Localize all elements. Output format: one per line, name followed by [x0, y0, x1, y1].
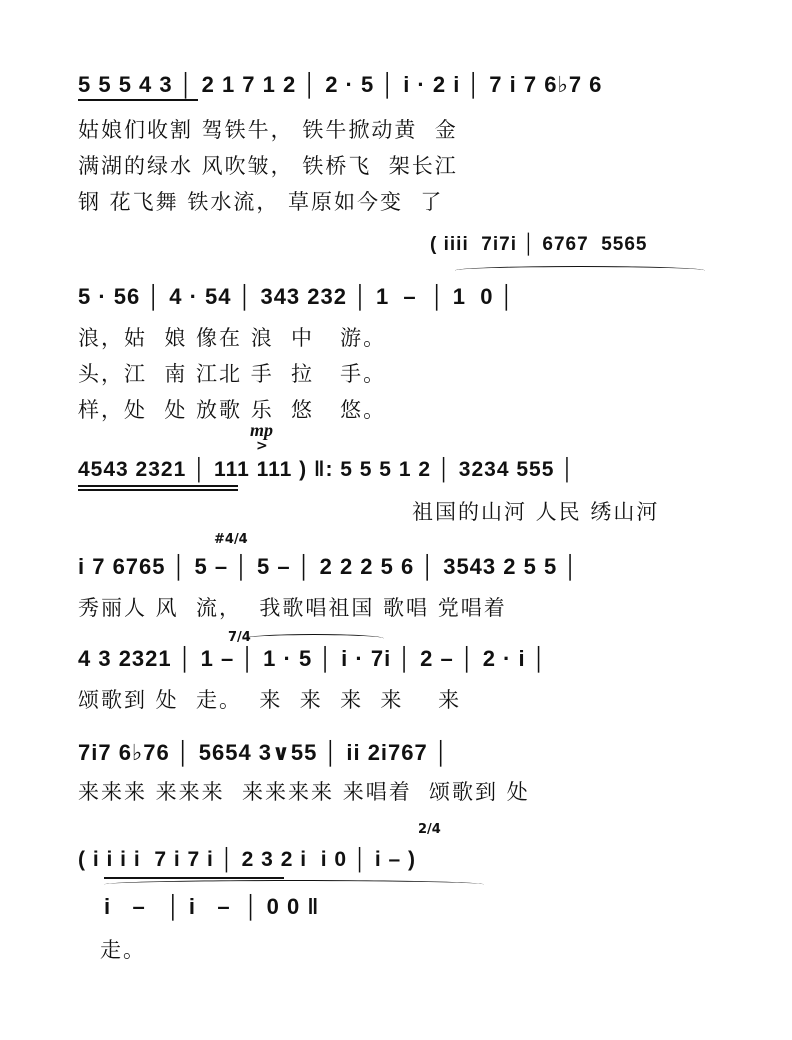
slur [244, 634, 384, 643]
row7-lyrics: 走。 [100, 938, 146, 962]
accent-mark: > [256, 438, 268, 454]
slur [455, 266, 705, 275]
row4-meter: #4/4 [214, 532, 248, 547]
row3-notes: 4543 2321 │ 111 111 ) ‖: 5 5 5 1 2 │ 3234 555 │ [78, 458, 576, 481]
row2-lyric-3: 样，处 处 放歌 乐 悠 悠。 [78, 398, 387, 422]
row1-notes: 5 5 5 4 3 │ 2 1 7 1 2 │ 2 · 5 │ i · 2 i │ 7 i 7 6♭7 6 [78, 72, 603, 97]
row5-meter: 7/4 [228, 630, 251, 645]
row1-lyric-1: 姑娘们收割 驾铁牛， 铁牛掀动黄 金 [78, 118, 458, 142]
row1-lyric-3: 钢 花飞舞 铁水流， 草原如今变 了 [78, 190, 444, 214]
underline [78, 99, 198, 101]
row3-lyrics: 祖国的山河 人民 绣山河 [412, 500, 660, 524]
row2-notes: 5 · 56 │ 4 · 54 │ 343 232 │ 1 – │ 1 0 │ [78, 284, 516, 309]
row2-intro: ( iiii 7i7i │ 6767 5565 [430, 234, 648, 255]
row7-meter: 2/4 [418, 822, 441, 837]
row1-lyric-2: 满湖的绿水 风吹皱， 铁桥飞 架长江 [78, 154, 458, 178]
row2-lyric-2: 头，江 南 江北 手 拉 手。 [78, 362, 387, 386]
row7-notes: i – │ i – │ 0 0 ‖ [104, 894, 320, 919]
row6-notes: 7i7 6♭76 │ 5654 3∨55 │ ii 2i767 │ [78, 740, 450, 765]
row7-intro: ( i i i i 7 i 7 i │ 2 3 2 i i 0 │ i – ) [78, 848, 417, 871]
row2-lyric-1: 浪，姑 娘 像在 浪 中 游。 [78, 326, 387, 350]
row6-lyrics: 来来来 来来来 来来来来 来唱着 颂歌到 处 [78, 780, 530, 804]
dynamic-mark: mp [250, 420, 274, 440]
underline [104, 877, 284, 879]
row5-notes: 4 3 2321 │ 1 – │ 1 · 5 │ i · 7i │ 2 – │ 2 · i │ [78, 646, 548, 671]
row4-lyrics: 秀丽人 风 流， 我歌唱祖国 歌唱 党唱着 [78, 596, 507, 620]
slur [104, 880, 484, 889]
underline [78, 485, 238, 487]
row4-notes: i 7 6765 │ 5 – │ 5 – │ 2 2 2 5 6 │ 3543 2 5 5 │ [78, 554, 580, 579]
row5-lyrics: 颂歌到 处 走。 来 来 来 来 来 [78, 688, 462, 712]
underline [78, 489, 238, 491]
